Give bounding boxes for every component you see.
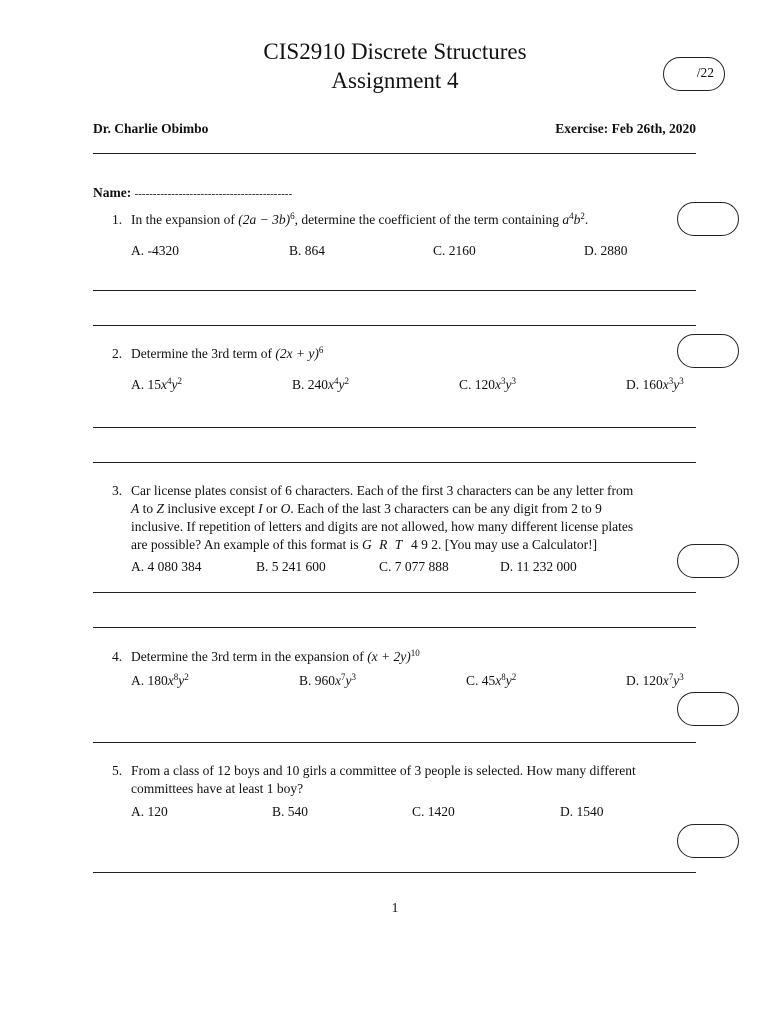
question-number: 5. [112, 763, 123, 778]
question-text: In the expansion of $(2a - 3b)^6$, determine the coefficient of the term containing $a^4b^2$. [131, 211, 589, 227]
question-text: Car license plates consist of 6 characters. Each of the first 3 characters can be any letter from A to Z inclusive except I or O. Each of the last 3 characters can be any digit from 2 to 9 inclusive. If repetition of letters and digits are not allowed, how many different license plates are possible? An example of this format is G R T 4 9 2. [You may use a Calculator!] [131, 483, 634, 552]
divider [93, 325, 696, 326]
name-label: Name: [93, 185, 132, 200]
question-number: 1. [112, 212, 123, 227]
q4-option-a[interactable]: A. $180x^8y^2$ [131, 672, 189, 688]
divider [93, 290, 696, 291]
question-number: 4. [112, 649, 123, 664]
q3-answer-box[interactable] [677, 544, 739, 578]
document-title: CIS2910 Discrete Structures [263, 39, 527, 64]
q5-option-c[interactable]: C. 1420 [412, 804, 455, 819]
q4-option-c[interactable]: C. $45x^8y^2$ [466, 672, 517, 688]
instructor-name: Dr. Charlie Obimbo [93, 121, 209, 136]
divider [93, 462, 696, 463]
q1-option-d[interactable]: D. 2880 [584, 243, 628, 258]
q4-option-b[interactable]: B. $960x^7y^3$ [299, 672, 357, 688]
q2-option-b[interactable]: B. $240x^4y^2$ [292, 376, 350, 392]
q1-option-b[interactable]: B. 864 [289, 243, 326, 258]
q1-option-a[interactable]: A. -4320 [131, 243, 179, 258]
q2-option-d[interactable]: D. $160x^3y^3$ [626, 376, 684, 392]
q3-option-b[interactable]: B. 5 241 600 [256, 559, 326, 574]
page-number: 1 [391, 900, 399, 915]
divider [93, 592, 696, 593]
exercise-date: Exercise: Feb 26th, 2020 [555, 121, 696, 136]
question-text: Determine the 3rd term in the expansion of $(x + 2y)^{10}$ [131, 648, 420, 664]
name-blank: ------------------------------------------- [134, 188, 293, 200]
question-text: Determine the 3rd term of $(2x + y)^6$ [131, 345, 324, 361]
header-rule [93, 153, 696, 154]
q1-answer-box[interactable] [677, 202, 739, 236]
divider [93, 742, 696, 743]
q4-answer-box[interactable] [677, 692, 739, 726]
divider [93, 872, 696, 873]
document-subtitle: Assignment 4 [331, 68, 459, 93]
name-field[interactable] [93, 184, 292, 203]
q3-option-a[interactable]: A. 4 080 384 [131, 559, 202, 574]
q1-option-c[interactable]: C. 2160 [433, 243, 476, 258]
q5-option-d[interactable]: D. 1540 [560, 804, 604, 819]
total-score-label: /22 [696, 65, 714, 80]
q5-option-a[interactable]: A. 120 [131, 804, 168, 819]
question-number: 2. [112, 346, 123, 361]
q4-option-d[interactable]: D. $120x^7y^3$ [626, 672, 684, 688]
q5-option-b[interactable]: B. 540 [272, 804, 309, 819]
q3-option-c[interactable]: C. 7 077 888 [379, 559, 449, 574]
total-score-box[interactable] [663, 57, 725, 91]
q3-option-d[interactable]: D. 11 232 000 [500, 559, 577, 574]
q2-answer-box[interactable] [677, 334, 739, 368]
divider [93, 427, 696, 428]
question-text: From a class of 12 boys and 10 girls a committee of 3 people is selected. How many different committees have at least 1 boy? [131, 763, 636, 796]
q2-option-a[interactable]: A. $15x^4y^2$ [131, 376, 182, 392]
divider [93, 627, 696, 628]
q5-answer-box[interactable] [677, 824, 739, 858]
question-number: 3. [112, 483, 123, 498]
q2-option-c[interactable]: C. $120x^3y^3$ [459, 376, 517, 392]
